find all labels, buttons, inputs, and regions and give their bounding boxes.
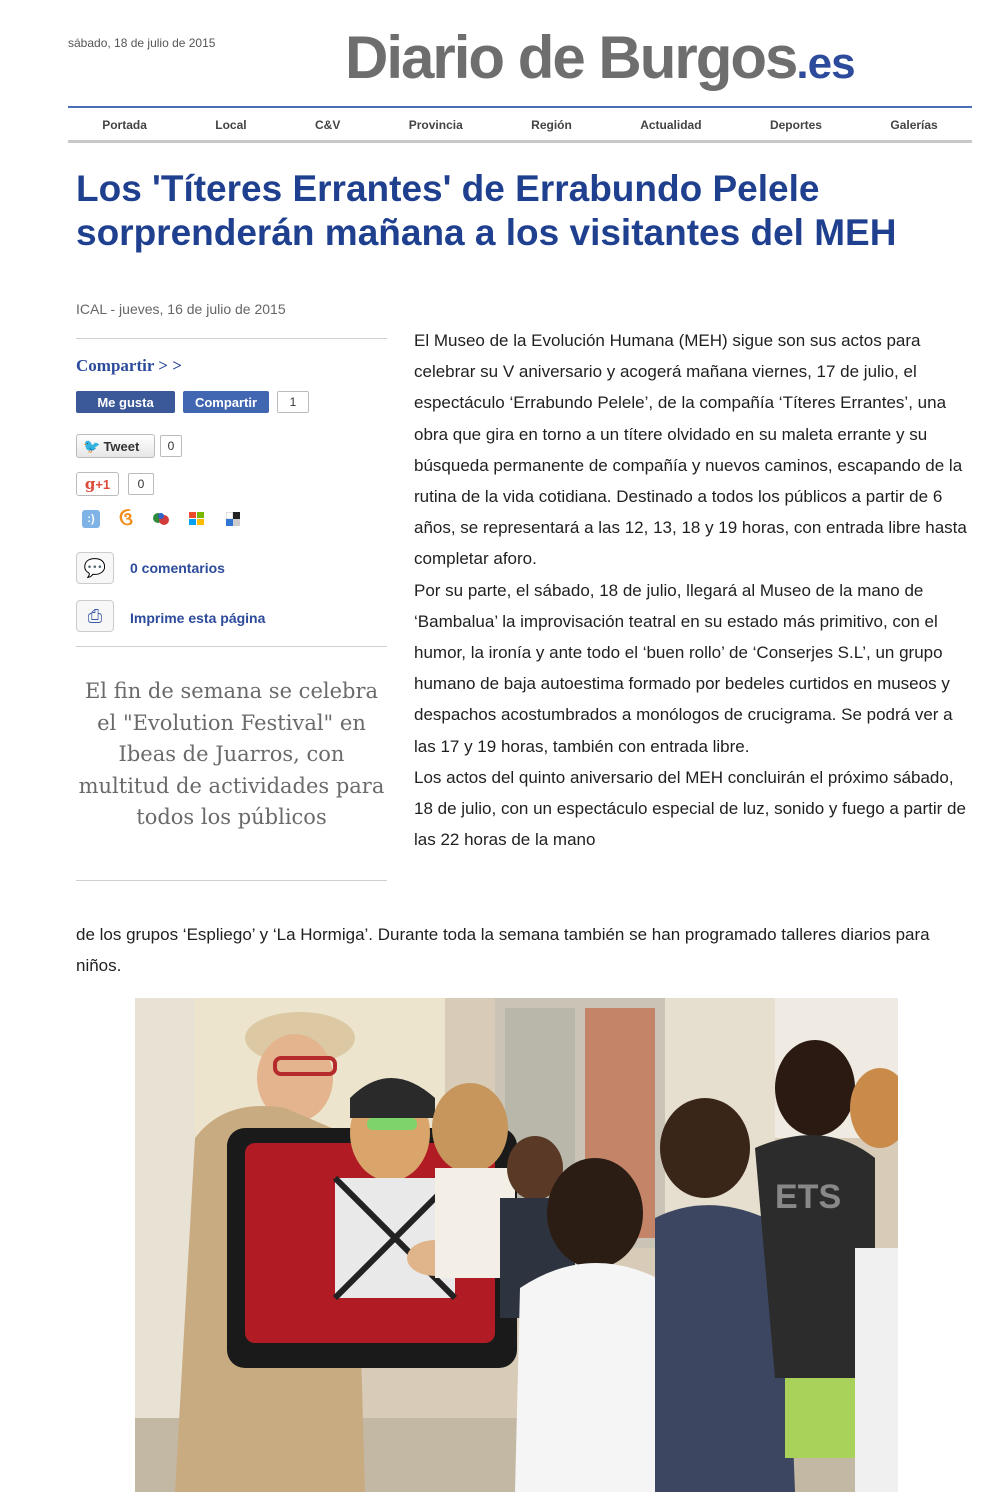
article-paragraph-3: Los actos del quinto aniversario del MEH concluirán el próximo sábado, 18 de julio, con un espectáculo especial de luz, sonido y fuego a partir de las 22 horas de la mano (414, 767, 966, 850)
nav-item-galerias[interactable]: Galerías (890, 118, 938, 132)
header-divider (68, 106, 972, 108)
article-photo (135, 998, 898, 1492)
sidebar-divider-mid (76, 646, 387, 647)
blogger-share-icon[interactable]: ઉ (119, 508, 133, 529)
svg-text:ETS: ETS (775, 1178, 842, 1216)
google-plus-icon: g (84, 475, 96, 493)
pull-quote: El fin de semana se celebra el "Evolution Festival" en Ibeas de Juarros, con multitud de actividades para todos los públicos (78, 679, 385, 829)
nav-item-cv[interactable]: C&V (315, 118, 341, 132)
logo-main-text: Diario de Burgos (345, 24, 797, 91)
print-link[interactable]: Imprime esta página (130, 610, 266, 626)
article-photo-illustration (135, 998, 898, 1492)
nav-item-deportes[interactable]: Deportes (769, 118, 822, 132)
article-byline: ICAL - jueves, 16 de julio de 2015 (76, 301, 286, 317)
article-paragraph-1: El Museo de la Evolución Humana (MEH) sigue son sus actos para celebrar su V aniversario y acogerá mañana viernes, 17 de julio, el espectáculo ‘Errabundo Pelele’, de la compañía ‘Títeres Errantes’, una obra que gira en torno a un títere olvidado en su maleta errante y su búsqueda permanente de compañía y nuevos caminos, escapando de la rutina de la vida cotidiana. Destinado a todos los públicos a partir de 6 años, se representará a las 12, 13, 18 y 19 horas, con entrada libre hasta completar aforo. (414, 331, 967, 569)
comments-link[interactable]: 0 comentarios (130, 560, 225, 576)
header-date: sábado, 18 de julio de 2015 (68, 36, 216, 50)
comments-icon[interactable]: 💬 (76, 552, 114, 584)
facebook-share-button[interactable] (183, 391, 269, 413)
meneame-share-icon[interactable]: :) (82, 510, 100, 528)
nav-item-portada[interactable]: Portada (102, 118, 147, 132)
facebook-like-button[interactable] (76, 391, 175, 413)
facebook-like-label: Me gusta (97, 394, 154, 410)
article-paragraph-4: de los grupos ‘Espliego’ y ‘La Hormiga’. Durante toda la semana también se han programado talleres diarios para niños. (76, 925, 930, 976)
windows-live-share-icon[interactable] (188, 510, 206, 528)
nav-divider (68, 140, 972, 143)
share-link[interactable]: Compartir > > (76, 356, 182, 375)
sidebar-divider-top (76, 338, 387, 339)
messenger-share-icon[interactable] (152, 510, 170, 528)
article-title: Los 'Títeres Errantes' de Errabundo Pelele sorprenderán mañana a los visitantes del MEH (76, 168, 897, 253)
logo-tld-text: .es (796, 39, 855, 88)
tweet-label: Tweet (103, 438, 140, 454)
google-plus-button[interactable] (76, 472, 119, 496)
nav-item-local[interactable]: Local (215, 118, 247, 132)
print-icon[interactable]: ⎙ (76, 600, 114, 632)
nav-item-actualidad[interactable]: Actualidad (640, 118, 702, 132)
twitter-bird-icon: 🐦 (83, 437, 101, 454)
nav-item-region[interactable]: Región (531, 118, 572, 132)
article-body-column (414, 325, 976, 855)
article-paragraph-2: Por su parte, el sábado, 18 de julio, llegará al Museo de la mano de ‘Bambalua’ la improvisación teatral en su estado más primitivo, con el humor, la ironía y ante todo el ‘buen rollo’ de ‘Conserjes S.L’, un grupo humano de baja autoestima formado por bedeles curtidos en museos y despachos acostumbrados a monólogos de crucigrama. Se podrá ver a las 17 y 19 horas, también con entrada libre. (414, 580, 953, 756)
nav-item-provincia[interactable]: Provincia (408, 118, 463, 132)
sidebar-divider-bottom (76, 880, 387, 881)
tweet-count: 0 (160, 435, 182, 457)
google-plus-count: 0 (128, 473, 154, 495)
google-plus-label: +1 (95, 476, 111, 492)
site-logo[interactable] (345, 22, 855, 100)
article-body-full-width (76, 919, 976, 981)
main-nav (68, 112, 972, 138)
delicious-share-icon[interactable] (224, 510, 242, 528)
facebook-share-label: Compartir (194, 394, 258, 410)
facebook-share-count: 1 (277, 391, 309, 413)
tweet-button[interactable] (76, 434, 155, 458)
